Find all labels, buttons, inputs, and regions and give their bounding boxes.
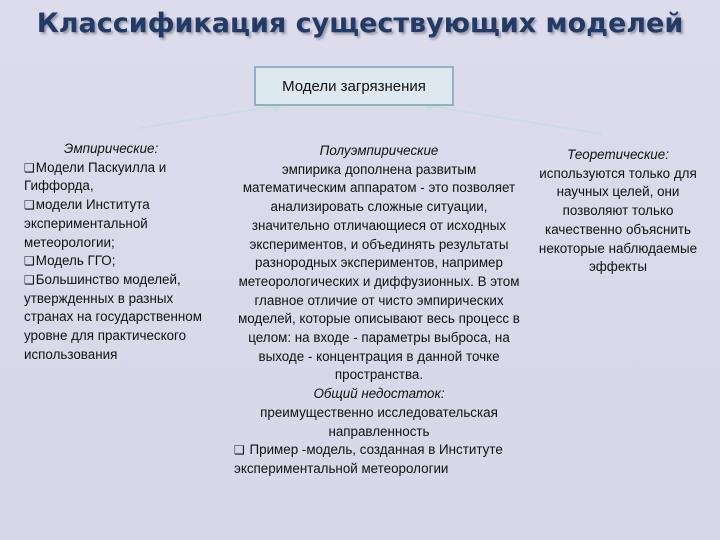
checkbox-bullet-icon: ❑ (24, 254, 35, 269)
checkbox-bullet-icon: ❑ (24, 198, 35, 213)
empirical-item: ❑модели Института экспериментальной метеорологии; (24, 197, 150, 250)
drawback-text: преимущественно исследовательская направленность (260, 404, 498, 439)
connector-right (430, 106, 602, 134)
empirical-item: ❑Модель ГГО; (24, 253, 116, 269)
connector-right-arrow (424, 106, 436, 112)
root-node (254, 66, 454, 106)
page-title: Классификация существующих моделей (36, 8, 684, 39)
semi-empirical-text: эмпирика дополнена развитым математическим аппаратом - это позволяет анализировать сложные ситуации, значительно отличающиеся от исходных экспериментов, и объединять результаты разнородных экспериментов, например метеорологических и диффузионных. В этом главное отличие от чисто эмпирических моделей, которые описывают весь процесс в целом: на входе - параметры выброса, на выходе - концентрация в данной точке пространства. (238, 161, 520, 383)
connector-left-arrow (270, 106, 282, 112)
connector-left (140, 106, 276, 128)
empirical-item: ❑Модели Паскуилла и Гиффорда, (24, 159, 167, 194)
theoretical-heading: Теоретические: (567, 147, 669, 162)
theoretical-text: используются только для научных целей, они позволяют только качественно объяснить некоторые наблюдаемые эффекты (538, 165, 698, 275)
empirical-heading: Эмпирические: (64, 141, 159, 156)
empirical-item: ❑Большинство моделей, утвержденных в разных странах на государственном уровне для практического использования (24, 271, 202, 362)
theoretical-column (532, 146, 704, 277)
example-item: ❑ Пример -модель, созданная в Институте экспериментальной метеорологии (234, 442, 503, 476)
checkbox-bullet-icon: ❑ (24, 272, 35, 287)
semi-empirical-heading: Полуэмпирические (319, 143, 439, 158)
checkbox-bullet-icon: ❑ (24, 160, 35, 175)
root-label: Модели загрязнения (282, 77, 426, 95)
checkbox-bullet-icon: ❑ (234, 443, 245, 458)
drawback-label: Общий недостаток: (313, 386, 445, 402)
semi-empirical-column (234, 142, 524, 479)
empirical-column (24, 140, 219, 364)
